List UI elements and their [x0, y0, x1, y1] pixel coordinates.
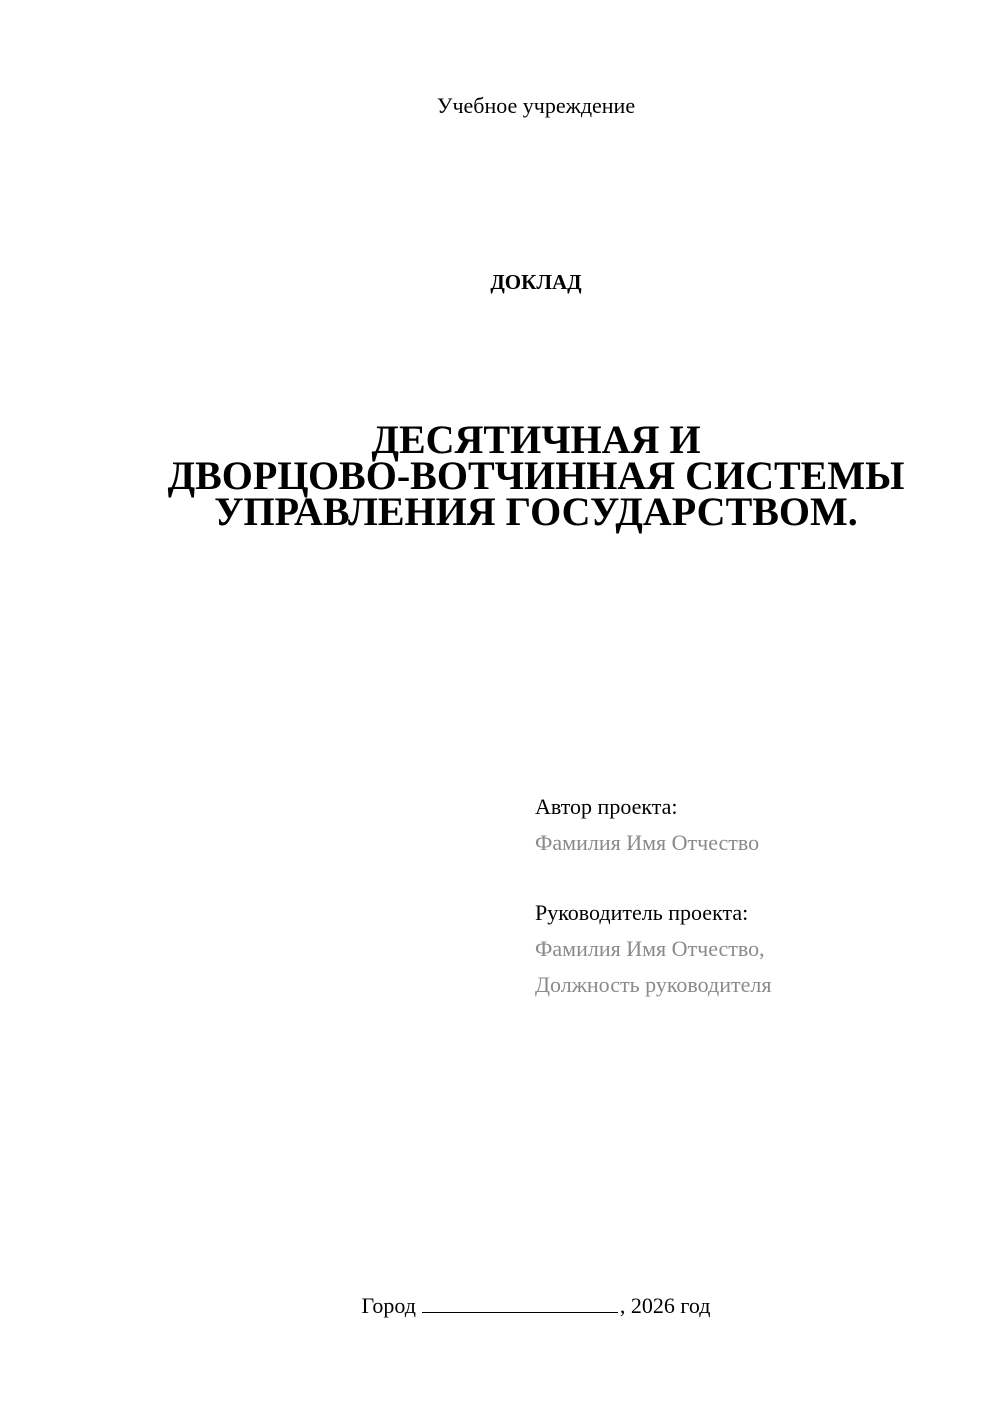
supervisor-label: Руководитель проекта:	[535, 900, 749, 925]
people-block	[535, 789, 975, 1003]
author-name-placeholder: Фамилия Имя Отчество	[535, 830, 760, 855]
city-label: Город	[361, 1293, 416, 1318]
title-line-2: ДВОРЦОВО-ВОТЧИННАЯ СИСТЕМЫ	[167, 453, 905, 498]
document-type: ДОКЛАД	[490, 270, 582, 294]
year-text: , 2026 год	[619, 1293, 711, 1318]
title-line-3: УПРАВЛЕНИЯ ГОСУДАРСТВОМ.	[214, 489, 858, 534]
document-title	[0, 417, 1000, 534]
footer-city-year	[0, 1290, 1000, 1321]
institution-name: Учебное учреждение	[436, 93, 636, 118]
city-blank-line	[422, 1290, 618, 1313]
spacer	[535, 861, 975, 895]
author-label: Автор проекта:	[535, 794, 678, 819]
title-line-1: ДЕСЯТИЧНАЯ И	[371, 417, 701, 462]
supervisor-position-placeholder: Должность руководителя	[535, 972, 772, 997]
supervisor-name-placeholder: Фамилия Имя Отчество,	[535, 936, 765, 961]
